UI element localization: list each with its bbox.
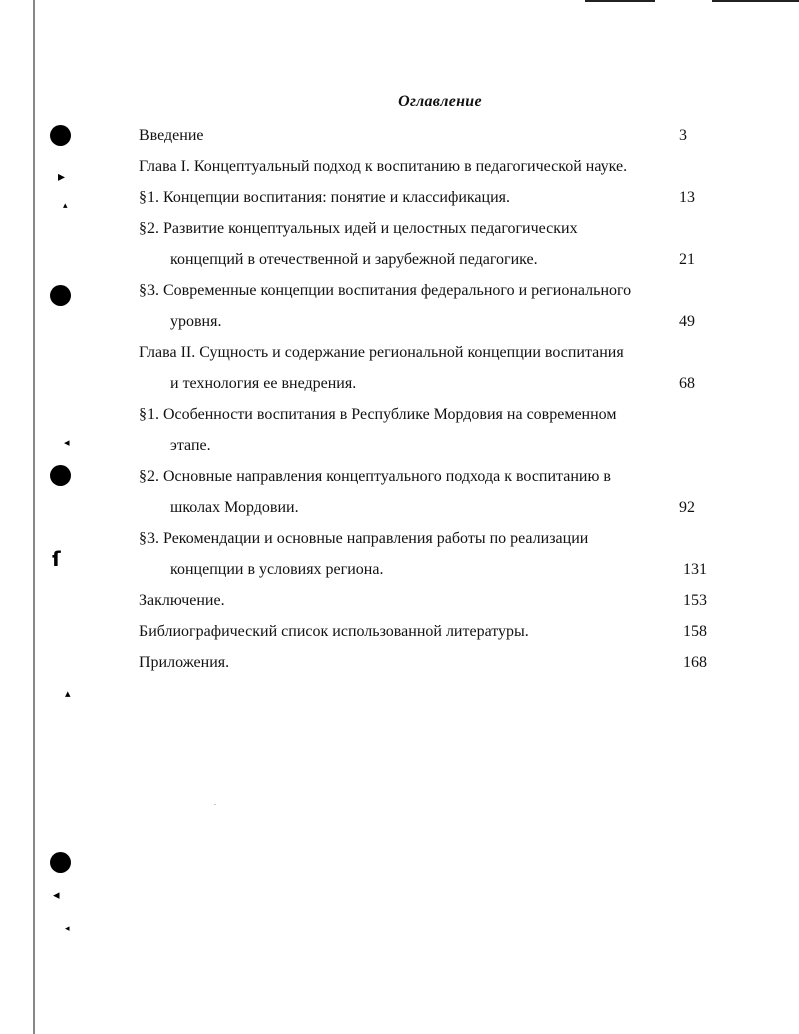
toc-entry: [139, 616, 709, 647]
toc-entry: [139, 120, 709, 151]
toc-entry: [139, 151, 709, 182]
toc-entry-text: §1. Особенности воспитания в Республике Мордовия на современном: [139, 406, 617, 423]
toc-entry-page: 68: [679, 375, 695, 392]
scan-speck: ·: [214, 802, 216, 809]
toc-entry: [139, 647, 709, 678]
toc-entry-text: этапе.: [170, 437, 211, 454]
toc-entry-text: Глава II. Сущность и содержание региональной концепции воспитания: [139, 344, 624, 361]
toc-entry: [139, 523, 709, 554]
punch-hole-dot: [50, 285, 71, 306]
toc-entry-page: 21: [679, 251, 695, 268]
toc-entry-text: §3. Рекомендации и основные направления работы по реализации: [139, 530, 589, 547]
punch-hole-dot: [50, 125, 71, 146]
toc-entry-text: Введение: [139, 127, 204, 144]
scan-speck: ▸: [58, 169, 66, 185]
toc-entry-page: 92: [679, 499, 695, 516]
toc-entry: [139, 368, 709, 399]
punch-hole-dot: [50, 465, 71, 486]
toc-entry-text: уровня.: [170, 313, 222, 330]
toc-entry: [139, 492, 709, 523]
table-of-contents: [139, 120, 709, 678]
toc-entry: [139, 182, 709, 213]
toc-entry-text: Приложения.: [139, 654, 230, 671]
toc-entry: [139, 585, 709, 616]
scan-speck: ▴: [65, 687, 71, 700]
toc-entry: [139, 337, 709, 368]
punch-hole-dot: [50, 852, 71, 873]
toc-entry-page: 131: [683, 561, 707, 578]
toc-entry-text: и технология ее внедрения.: [170, 375, 357, 392]
toc-title: Оглавление: [398, 93, 482, 110]
toc-entry-text: §1. Концепции воспитания: понятие и классификация.: [139, 189, 511, 206]
toc-entry: [139, 399, 709, 430]
toc-entry: [139, 244, 709, 275]
toc-entry-page: 153: [683, 592, 707, 609]
scan-speck: ſ: [52, 547, 61, 571]
scan-edge-line: [33, 0, 35, 1034]
toc-entry-text: Глава I. Концептуальный подход к воспитанию в педагогической науке.: [139, 158, 628, 175]
toc-entry: [139, 306, 709, 337]
toc-entry-page: 3: [679, 127, 687, 144]
toc-entry-text: §2. Основные направления концептуального подхода к воспитанию в: [139, 468, 611, 485]
toc-entry-page: 158: [683, 623, 707, 640]
scan-speck: ◂: [64, 436, 70, 449]
toc-entry: [139, 430, 709, 461]
toc-entry-text: §2. Развитие концептуальных идей и целостных педагогических: [139, 220, 578, 237]
scan-speck: ◂: [53, 888, 60, 903]
toc-entry: [139, 461, 709, 492]
toc-entry-text: §3. Современные концепции воспитания федерального и регионального: [139, 282, 632, 299]
scan-top-mark: [585, 0, 655, 2]
scan-speck: ▴: [63, 201, 68, 211]
toc-entry-page: 168: [683, 654, 707, 671]
toc-entry-page: 49: [679, 313, 695, 330]
toc-entry-text: Заключение.: [139, 592, 225, 609]
scan-speck: ◂: [65, 924, 70, 934]
toc-entry: [139, 275, 709, 306]
scan-top-mark-right: [712, 0, 799, 2]
toc-entry: [139, 213, 709, 244]
toc-entry: [139, 554, 709, 585]
toc-entry-text: концепции в условиях региона.: [170, 561, 384, 578]
toc-entry-text: школах Мордовии.: [170, 499, 299, 516]
toc-entry-page: 13: [679, 189, 695, 206]
toc-entry-text: Библиографический список использованной литературы.: [139, 623, 529, 640]
toc-entry-text: концепций в отечественной и зарубежной педагогике.: [170, 251, 538, 268]
